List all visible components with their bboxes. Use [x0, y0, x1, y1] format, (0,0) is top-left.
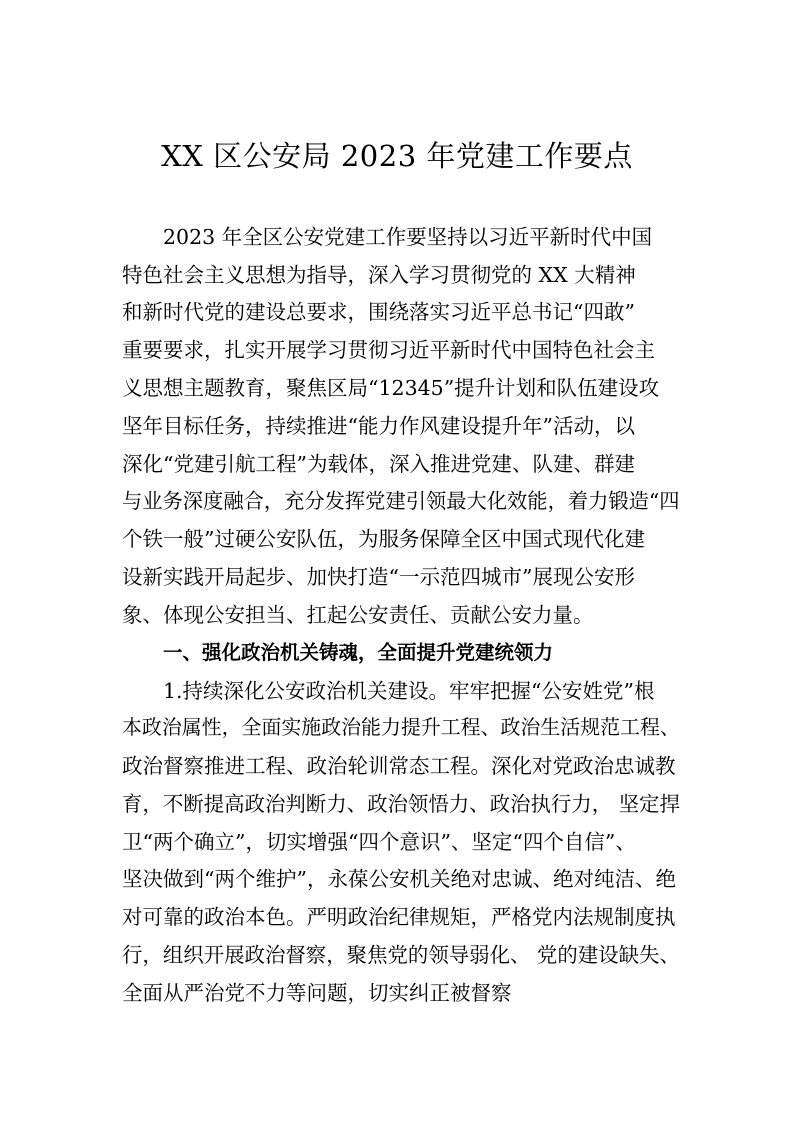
intro-line: 个铁一般”过硬公安队伍，为服务保障全区中国式现代化建 — [122, 527, 645, 551]
section-line: 卫“两个确立”，切实增强“四个意识”、坚定“四个自信”、 — [122, 830, 636, 854]
intro-line: 坚年目标任务，持续推进“能力作风建设提升年”活动，以 — [122, 414, 635, 438]
intro-line: 深化“党建引航工程”为载体，深入推进党建、队建、群建 — [122, 452, 635, 476]
intro-line: 特色社会主义思想为指导，深入学习贯彻党的 XX 大精神 — [122, 263, 636, 287]
section-line: 1.持续深化公安政治机关建设。牢牢把握“公安姓党”根 — [163, 679, 655, 703]
intro-line: 义思想主题教育，聚焦区局“12345”提升计划和队伍建设攻 — [122, 376, 660, 400]
intro-line: 重要要求，扎实开展学习贯彻习近平新时代中国特色社会主 — [122, 338, 655, 362]
document-title: XX 区公安局 2023 年党建工作要点 — [161, 139, 633, 173]
section-line: 坚决做到“两个维护”，永葆公安机关绝对忠诚、绝对纯洁、绝 — [122, 867, 676, 891]
intro-line: 设新实践开局起步、加快打造“一示范四城市”展现公安形 — [122, 565, 635, 589]
section-line: 全面从严治党不力等问题，切实纠正被督察 — [122, 981, 512, 1005]
section-line: 行，组织开展政治督察，聚焦党的领导弱化、 党的建设缺失、 — [122, 943, 680, 967]
section-line: 政治督察推进工程、政治轮训常态工程。深化对党政治忠诚教 — [122, 754, 676, 778]
intro-line: 象、体现公安担当、扛起公安责任、贡献公安力量。 — [122, 603, 594, 627]
section-line: 育，不断提高政治判断力、政治领悟力、政治执行力， 坚定捍 — [122, 792, 680, 816]
section-line: 本政治属性，全面实施政治能力提升工程、政治生活规范工程、 — [122, 716, 680, 739]
intro-line: 与业务深度融合，充分发挥党建引领最大化效能，着力锻造“四 — [122, 489, 680, 513]
intro-line: 和新时代党的建设总要求，围绕落实习近平总书记“四敢” — [122, 300, 635, 324]
section-line: 对可靠的政治本色。严明政治纪律规矩，严格党内法规制度执 — [122, 905, 676, 929]
intro-line: 2023 年全区公安党建工作要坚持以习近平新时代中国 — [163, 225, 653, 249]
section-heading: 一、强化政治机关铸魂，全面提升党建统领力 — [163, 641, 554, 664]
